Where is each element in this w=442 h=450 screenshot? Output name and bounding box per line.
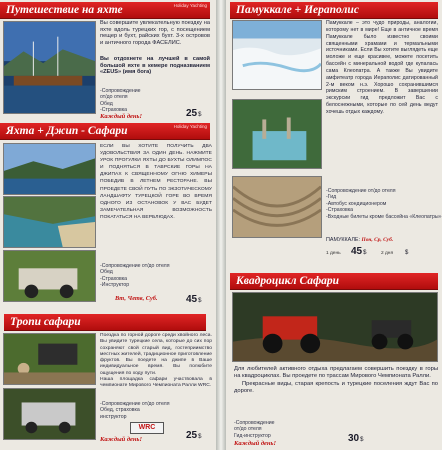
quad-includes [234, 420, 275, 439]
tropi-header [4, 314, 206, 330]
jeep-header [0, 123, 210, 139]
yacht-include-item: -Сопровождение [100, 88, 141, 94]
quad-include-item: Гид-инструктор [234, 432, 271, 439]
pamuk-include-item: -Входные билеты кроме бассейна «Клеопатры» [326, 213, 442, 220]
tropi-price-value: 25 [186, 430, 198, 441]
quad-include-item: от/до отеля [234, 426, 262, 433]
pamuk-include-item: -Автобус кондиционером [326, 200, 387, 207]
pamuk-price1 [351, 246, 366, 257]
pamuk-price1-value: 45 [351, 246, 363, 257]
pamuk-photo-3 [232, 176, 322, 238]
wrc-logo [130, 422, 164, 434]
pamuk-price2-label: 2 дня [381, 251, 394, 256]
quad-currency: $ [360, 437, 364, 443]
pamuk-currency-2: $ [405, 250, 409, 256]
pamuk-photo-2 [232, 99, 322, 169]
jeep-photo-1 [3, 143, 96, 195]
yacht-description: Вы совершите увлекательную поездку на яхте вдоль турецких гор, с посещением пещер и бухт, райских бухт. 3-х островов и античного города ФАСЕЛИС. [100, 20, 210, 46]
tropi-include-item: -Сопровождение от/до отеля [100, 401, 170, 407]
yacht-title: Путешествие на яхте [6, 4, 123, 16]
tropi-photo-1 [3, 333, 96, 385]
jeep-include-item: -Страховка [100, 275, 128, 282]
pamuk-include-item: -Сопровождение от/до отеля [326, 188, 396, 194]
yacht-header [0, 2, 210, 18]
jeep-title: Яхта + Джип - Сафари [6, 125, 128, 137]
quad-description-views: Прекрасные виды, старая крепость и турецкие поселения ждут Вас по дороге. [234, 381, 438, 395]
tropi-description-rally: Наша площадка сафари участвовала в чемпионате Мирового Чемпионата Ралли WRC. [100, 377, 212, 389]
pamuk-description: Памуккале – это чудо природы, аналогии, которому нет в мире! Еще в античное время Памуккале было известно своими священными храмами и термальными источниками. Если Вы хотите выглядеть еще моложе и еще красивее, можете посетить бассейн с минеральной водой где купалась сама Клеопатра. А также Вы увидите амфитеатр города Иераполис датированный 2-м веком н.э. Хорошо сохранившимся римским строением. В завершении экскурсии гид предложит Вас с белоснежными, которые по сей день ведут хочешь отдых каждому. [326, 20, 438, 115]
quad-include-item: -Сопровождение [234, 420, 275, 426]
yacht-currency: $ [198, 112, 202, 118]
quad-schedule: Каждый день! [234, 440, 277, 447]
yacht-schedule: Каждый день! [100, 113, 143, 120]
tropi-price [186, 430, 201, 441]
pamuk-currency-1: $ [363, 250, 367, 256]
jeep-price [186, 294, 201, 305]
yacht-tag: Holiday Yachting [173, 3, 207, 8]
yacht-price [186, 108, 201, 119]
tropi-include-item: Обед, страховка [100, 407, 140, 414]
pamuk-days-value: Пон, Ср, Суб. [361, 237, 394, 243]
jeep-include-item: -Сопровождение от/до отеля [100, 263, 170, 269]
page-fold [216, 0, 226, 450]
yacht-includes [100, 88, 141, 114]
yacht-price-value: 25 [186, 108, 198, 119]
jeep-photo-3 [3, 250, 96, 302]
tropi-currency: $ [198, 434, 202, 440]
jeep-schedule: Вт, Четв, Суб. [115, 295, 158, 302]
yacht-include-item: от/до отеля [100, 94, 128, 101]
tropi-include-item: инструктор [100, 413, 127, 420]
pamuk-include-item: -Гид [326, 194, 337, 201]
tropi-schedule: Каждый день! [100, 436, 143, 443]
pamuk-price2 [404, 246, 408, 257]
jeep-include-item: Обед [100, 269, 113, 276]
quad-header [230, 273, 438, 289]
pamuk-photo-1 [232, 20, 322, 90]
quad-title: Квадроцикл Сафари [236, 275, 340, 287]
pamuk-price1-label: 1 день [326, 251, 341, 256]
jeep-photo-2 [3, 196, 96, 248]
pamuk-header [230, 2, 438, 18]
pamuk-days [326, 237, 393, 243]
jeep-tag: Holiday Yachting [173, 124, 207, 129]
pamuk-includes [326, 188, 442, 220]
tropi-title: Тропи сафари [10, 316, 81, 328]
left-panel [0, 0, 216, 450]
jeep-currency: $ [198, 298, 202, 304]
jeep-description: ЕСЛИ ВЫ ХОТИТЕ ПОЛУЧИТЬ ДВА УДОВОЛЬСТВИЯ ЗА ОДИН ДЕНЬ. НАЖМИТЕ УРОК ПРОГУЛКИ ЯХТЫ ДО БУХТЫ ОЛИМПОС И ПОДНЯТЬСЯ В ТАВРСКИЕ ГОРЫ НА ДЖИПАХ К СВЯЩЕННОМУ ОГНЮ ХИМЕРЫ ПОБЕДИВ В ЛЕТНЕМ РЕСТОРАНЕ. ВЫ ПРОЕДЕТЕ СВОЙ ПУТЬ ПО ЭКЗОТИЧЕСКОМУ ЛАНДШАФТУ ТУРЕЦКОЙ ГОРЕ ВО ВРЕМЯ ОДНОГО ИЗ ОСТАНОВОК У ВАС БУДЕТ ЗАМЕЧАТЕЛЬНАЯ ВОЗМОЖНОСТЬ ПОКАТАТЬСЯ НА ВЕРБЛЮДАХ. [100, 144, 212, 220]
yacht-include-item: -Страховка [100, 107, 128, 114]
quad-price-value: 30 [348, 433, 360, 444]
yacht-lunch-note: Вы отдохнете на лучшей в самой большой яхте в кемере подназванием «ZEUS» (имя бога) [100, 56, 210, 76]
yacht-photo [3, 21, 96, 114]
quad-description: Для любителей активного отдыха предлагаем совершить поездку в горы на квадроциклах. Вы проедете по трассам Мирового Чемпионата Ралли. [234, 366, 438, 380]
jeep-price-value: 45 [186, 294, 198, 305]
tropi-description: Поездка по горной дороге среди хвойного леса. Вы увидите турецкие села, которые до сих пор сохраняют свой старый вид, гостеприимство местных жителей, традиционное приготовление фруктов. Вы поедете на джипе в Ваше индивидуальное время. Вы полюбите ощущения по ходу пути. [100, 333, 212, 376]
tropi-includes [100, 401, 170, 420]
tropi-photo-2 [3, 388, 96, 440]
pamuk-include-item: -Страховка [326, 207, 354, 214]
pamuk-days-label: ПАМУККАЛЕ: [326, 237, 361, 243]
right-panel [226, 0, 442, 450]
quad-price [348, 433, 363, 444]
jeep-includes [100, 263, 170, 289]
yacht-include-item: Обед [100, 100, 113, 107]
jeep-include-item: -Инструктор [100, 282, 130, 289]
pamuk-title: Памуккале + Иераполис [236, 4, 359, 16]
quad-photo [232, 292, 438, 362]
wrc-logo-text: WRC [138, 424, 156, 431]
